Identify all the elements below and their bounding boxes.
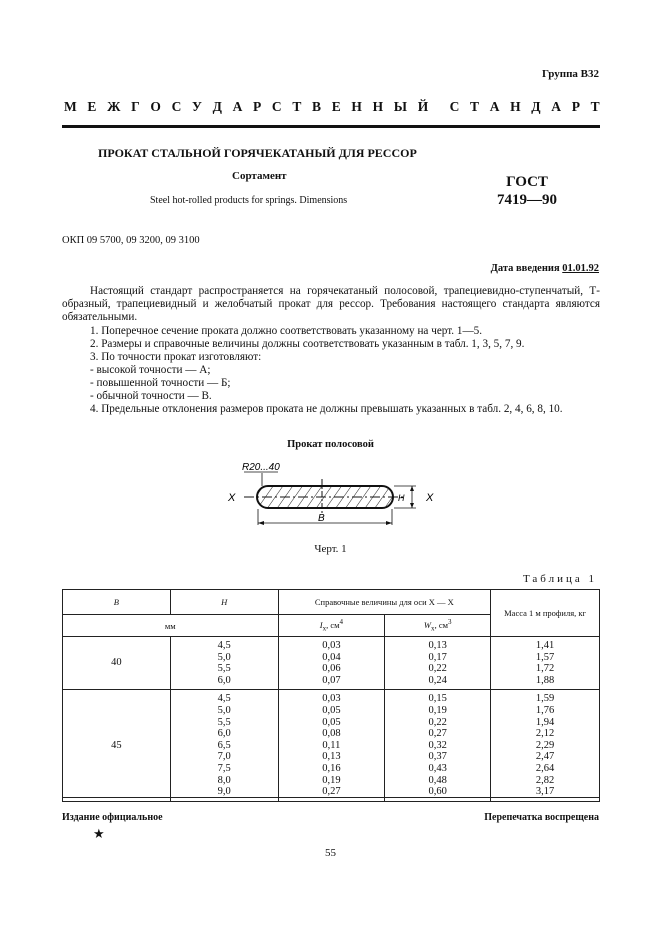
cell-wx: 0,43 <box>428 762 447 774</box>
cell-mass: 1,57 <box>535 651 555 663</box>
accuracy-b: - повышенной точности — Б; <box>90 377 231 389</box>
cell-mass: 1,59 <box>535 693 555 705</box>
cell-b: 45 <box>63 690 171 801</box>
table-caption: Таблица 1 <box>522 573 597 585</box>
cell-h: 5,0 <box>217 651 231 663</box>
cell-wx: 0,19 <box>428 704 447 716</box>
cell-mass: 1,94 <box>535 716 555 728</box>
cell-h-column <box>170 690 278 801</box>
heading-letter: Н <box>510 99 521 114</box>
cell-mass: 2,12 <box>535 728 555 740</box>
accuracy-v: - обычной точности — В. <box>90 390 212 402</box>
document-title: ПРОКАТ СТАЛЬНОЙ ГОРЯЧЕКАТАНЫЙ ДЛЯ РЕССОР <box>98 146 417 160</box>
heading-letter: Г <box>131 99 140 114</box>
heading-letter: А <box>489 99 500 114</box>
table-bottom-rule <box>62 797 600 798</box>
cell-wx: 0,48 <box>428 774 447 786</box>
cell-h: 9,0 <box>217 786 231 798</box>
header-h: H <box>170 590 278 615</box>
cell-mass-column <box>491 637 600 690</box>
cell-mass: 1,88 <box>535 674 555 686</box>
h-label: H <box>398 493 405 503</box>
cell-h: 8,0 <box>217 774 231 786</box>
group-code: Группа В32 <box>541 68 599 80</box>
cell-wx: 0,22 <box>428 716 447 728</box>
cell-ix: 0,27 <box>322 786 341 798</box>
cell-h: 7,5 <box>217 762 231 774</box>
cell-ix: 0,08 <box>322 728 341 740</box>
cell-mass: 2,29 <box>535 739 555 751</box>
header-b: B <box>63 590 171 615</box>
gost-block <box>497 173 557 209</box>
paragraph-item-1: 1. Поперечное сечение проката должно соответствовать указанному на черт. 1—5. <box>90 325 483 337</box>
heading-letter: Т <box>470 99 480 114</box>
paragraph-item-3: 3. По точности прокат изготовляют: <box>90 351 262 363</box>
cell-ix: 0,13 <box>322 751 341 763</box>
heading-letter: М <box>64 99 77 114</box>
heading-letter: О <box>150 99 161 114</box>
okp-codes: ОКП 09 5700, 09 3200, 09 3100 <box>62 235 200 246</box>
heading-letter: Т <box>292 99 302 114</box>
radius-label: R20...40 <box>242 462 280 473</box>
cell-wx: 0,32 <box>428 739 447 751</box>
cell-h: 5,0 <box>217 704 231 716</box>
intro-date-value: 01.01.92 <box>562 263 599 274</box>
official-edition: Издание официальное <box>62 812 163 823</box>
cell-ix-column <box>278 690 385 801</box>
paragraph-scope: Настоящий стандарт распространяется на горячекатаный полосовой, трапециевидно-ступенчатый, Т-образный, трапециевидный и желобчатый прокат для рессор. Требования настоящего стандарта являются обязательными. <box>62 285 600 324</box>
heading-letter: Е <box>331 99 341 114</box>
reprint-prohibited: Перепечатка воспрещена <box>484 812 599 823</box>
cell-ix: 0,04 <box>322 651 341 663</box>
cell-h: 4,5 <box>217 693 231 705</box>
cell-h: 5,5 <box>217 716 231 728</box>
x-label-right: X <box>426 492 434 504</box>
heading-letter: С <box>271 99 282 114</box>
cell-mass: 1,72 <box>535 663 555 675</box>
cell-ix: 0,16 <box>322 762 341 774</box>
cell-h: 4,5 <box>217 640 231 651</box>
cell-mass: 1,41 <box>535 640 555 651</box>
table-1 <box>62 589 600 802</box>
cell-mass: 1,76 <box>535 704 555 716</box>
header-rule <box>62 125 600 128</box>
paragraph-item-4: 4. Предельные отклонения размеров проката не должны превышать указанных в табл. 2, 4, 6, 8, 10. <box>90 403 563 415</box>
intro-date <box>491 263 599 274</box>
page-number: 55 <box>325 847 336 859</box>
cell-mass: 2,64 <box>535 762 555 774</box>
x-label-left: X <box>228 492 236 504</box>
header-unit-mm: мм <box>63 615 279 637</box>
cell-ix: 0,07 <box>322 674 341 686</box>
header-ix: $I_x$, $см^4$ <box>278 615 385 637</box>
heading-letter: Н <box>351 99 362 114</box>
header-wx: $W_x$, $см^3$ <box>385 615 491 637</box>
cell-ix: 0,11 <box>322 739 341 751</box>
cell-wx-column <box>385 637 491 690</box>
cell-mass: 2,47 <box>535 751 555 763</box>
intro-date-label: Дата введения <box>490 263 560 274</box>
cell-ix: 0,03 <box>322 693 341 705</box>
b-label: B <box>318 513 325 524</box>
heading-letter: Р <box>253 99 262 114</box>
header-mass: Масса 1 м профиля, кг <box>491 590 600 637</box>
heading-letter: С <box>449 99 460 114</box>
cell-ix: 0,05 <box>322 704 341 716</box>
heading-letter: У <box>192 99 202 114</box>
heading-letter: Д <box>212 99 222 114</box>
strip-profile-drawing <box>222 461 442 543</box>
star-icon: ★ <box>93 826 105 841</box>
gost-label: ГОСТ <box>506 174 548 190</box>
heading-letter: Т <box>590 99 600 114</box>
standard-type-heading <box>64 99 600 115</box>
cell-h: 7,0 <box>217 751 231 763</box>
cell-ix: 0,06 <box>322 663 341 675</box>
cell-wx: 0,24 <box>428 674 447 686</box>
cell-h: 6,5 <box>217 739 231 751</box>
heading-letter: Ж <box>107 99 121 114</box>
cell-wx: 0,22 <box>428 663 447 675</box>
english-title: Steel hot-rolled products for springs. Dimensions <box>150 195 348 206</box>
document-subtitle: Сортамент <box>232 170 287 182</box>
heading-letter: Е <box>87 99 97 114</box>
cell-ix-column <box>278 637 385 690</box>
cell-ix: 0,19 <box>322 774 341 786</box>
cell-wx: 0,13 <box>428 640 447 651</box>
heading-letter: Ы <box>393 99 408 114</box>
cell-ix: 0,03 <box>322 640 341 651</box>
heading-letter: Н <box>372 99 384 114</box>
heading-letter: Й <box>417 99 429 114</box>
cell-ix: 0,05 <box>322 716 341 728</box>
gost-number: 7419—90 <box>497 192 557 208</box>
heading-letter: А <box>232 99 243 114</box>
heading-letter: В <box>312 99 322 114</box>
heading-letter: Д <box>531 99 541 114</box>
cell-mass: 3,17 <box>535 786 555 798</box>
cell-wx: 0,15 <box>428 693 447 705</box>
cell-h: 5,5 <box>217 663 231 675</box>
heading-letter: А <box>551 99 562 114</box>
cell-wx-column <box>385 690 491 801</box>
cell-wx: 0,37 <box>428 751 447 763</box>
cell-h: 6,0 <box>217 728 231 740</box>
cell-h: 6,0 <box>217 674 231 686</box>
heading-letter: Р <box>571 99 580 114</box>
heading-letter: С <box>171 99 182 114</box>
figure-title: Прокат полосовой <box>287 439 374 450</box>
cell-wx: 0,27 <box>428 728 447 740</box>
cell-mass: 2,82 <box>535 774 555 786</box>
cell-mass-column <box>491 690 600 801</box>
accuracy-a: - высокой точности — А; <box>90 364 211 376</box>
cell-wx: 0,60 <box>428 786 447 798</box>
cell-b: 40 <box>63 637 171 690</box>
cell-wx: 0,17 <box>428 651 447 663</box>
figure-number: Черт. 1 <box>314 543 347 555</box>
header-reference: Справочные величины для оси X — X <box>278 590 491 615</box>
paragraph-item-2: 2. Размеры и справочные величины должны соответствовать указанным в табл. 1, 3, 5, 7, 9. <box>90 338 525 350</box>
cell-h-column <box>170 637 278 690</box>
